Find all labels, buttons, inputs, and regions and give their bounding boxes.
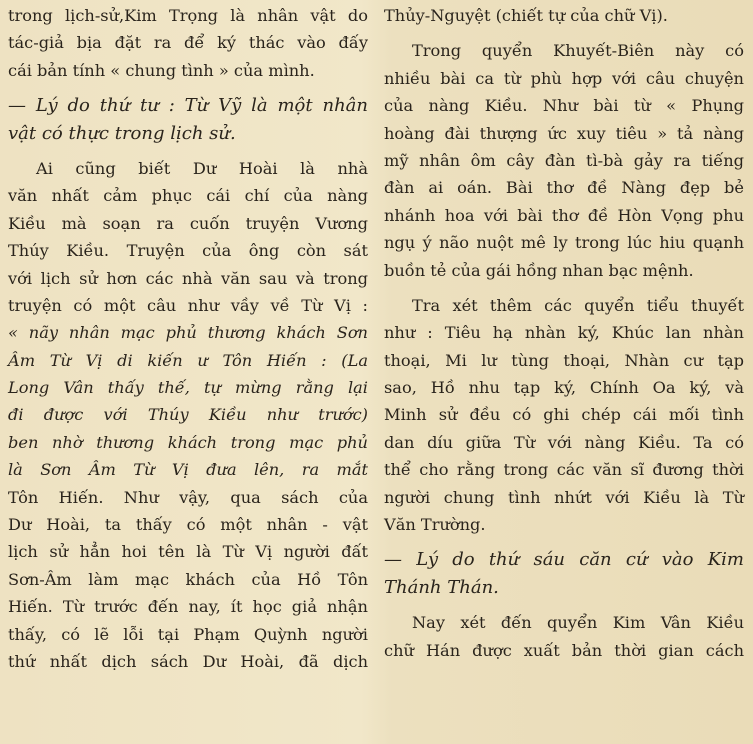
text-line: Kiều mà soạn ra cuốn truyện Vương <box>8 213 368 233</box>
text-line: Văn Trường. <box>384 515 486 535</box>
text-line: người chung tình nhứt với Kiều là Từ <box>384 487 744 507</box>
text-line: thoại, Mi lư tùng thoại, Nhàn cư tạp <box>384 350 744 370</box>
quote-line: Long Vân thấy thế, tự mừng rằng lại <box>8 378 368 398</box>
left-column <box>8 2 368 675</box>
text-line: Dư Hoài, ta thấy có một nhân - vật <box>8 515 368 535</box>
section-heading: vật có thực trong lịch sử. <box>8 122 236 144</box>
text-line: đàn ai oán. Bài thơ đề Nàng đẹp bẻ <box>384 178 744 198</box>
text-line: hoàng đài thượng ức xuy tiêu » tả nàng <box>384 123 744 143</box>
quote-line: Âm Từ Vị di kiến ư Tôn Hiến : (La <box>8 350 368 370</box>
text-line: lịch sử hẳn hoi tên là Từ Vị người đất <box>8 542 368 562</box>
text-line: cái bản tính « chung tình » của mình. <box>8 60 315 80</box>
text-line: chữ Hán được xuất bản thời gian cách <box>384 640 744 660</box>
text-line: Thủy-Nguyệt (chiết tự của chữ Vị). <box>384 6 668 25</box>
section-heading: — Lý do thứ tư : Từ Vỹ là một nhân <box>8 95 368 117</box>
text-line: nhiều bài ca từ phù hợp với câu chuyện <box>384 68 744 88</box>
quote-line: « nãy nhân mạc phủ thương khách Sơn <box>8 323 368 343</box>
quote-line: là Sơn Âm Từ Vị đưa lên, ra mắt <box>8 460 368 480</box>
text-line: Ai cũng biết Dư Hoài là nhà <box>36 158 368 178</box>
quote-line: ben nhờ thương khách trong mạc phủ <box>8 432 368 452</box>
section-heading: — Lý do thứ sáu căn cứ vào Kim <box>384 549 744 571</box>
text-line: thể cho rằng trong các văn sĩ đương thời <box>384 460 744 480</box>
text-line: ngụ ý não nuột mê ly trong lúc hiu quạnh <box>384 233 744 253</box>
text-line: sao, Hồ nhu tạp ký, Chính Oa ký, và <box>384 378 744 398</box>
text-line: văn nhất cảm phục cái chí của nàng <box>8 186 368 206</box>
text-line: Hiến. Từ trước đến nay, ít học giả nhận <box>8 597 368 617</box>
text-line: Nay xét đến quyển Kim Vân Kiều <box>412 613 744 633</box>
text-line: tác-giả bịa đặt ra để ký thác vào đấy <box>8 33 368 53</box>
text-line: truyện có một câu như vầy về Từ Vị : <box>8 295 368 315</box>
text-line: của nàng Kiều. Như bài từ « Phụng <box>384 96 744 116</box>
text-line: như : Tiêu hạ nhàn ký, Khúc lan nhàn <box>384 323 744 343</box>
text-line: buồn tẻ của gái hồng nhan bạc mệnh. <box>384 260 694 280</box>
text-line: Thúy Kiều. Truyện của ông còn sát <box>8 241 368 261</box>
text-line: Minh sử đều có ghi chép cái mối tình <box>384 405 744 425</box>
right-column <box>384 2 744 664</box>
text-line: Trong quyển Khuyết-Biên này có <box>412 41 744 61</box>
text-line: nhánh hoa với bài thơ đề Hòn Vọng phu <box>384 205 744 225</box>
text-line: trong lịch-sử,Kim Trọng là nhân vật do <box>8 6 368 25</box>
text-line: Tra xét thêm các quyển tiểu thuyết <box>412 295 744 315</box>
text-line: Sơn-Âm làm mạc khách của Hồ Tôn <box>8 569 368 589</box>
text-line: Tôn Hiến. Như vậy, qua sách của <box>8 487 368 507</box>
quote-line: đi được với Thúy Kiều như trước) <box>8 405 368 425</box>
text-line: dan díu giữa Từ với nàng Kiều. Ta có <box>384 432 744 452</box>
text-line: thứ nhất dịch sách Dư Hoài, đã dịch <box>8 651 368 671</box>
section-heading: Thánh Thán. <box>384 576 499 598</box>
text-line: mỹ nhân ôm cây đàn tì-bà gảy ra tiếng <box>384 150 744 170</box>
text-line: thấy, có lẽ lỗi tại Phạm Quỳnh người <box>8 624 368 644</box>
text-line: với lịch sử hơn các nhà văn sau và trong <box>8 268 368 288</box>
